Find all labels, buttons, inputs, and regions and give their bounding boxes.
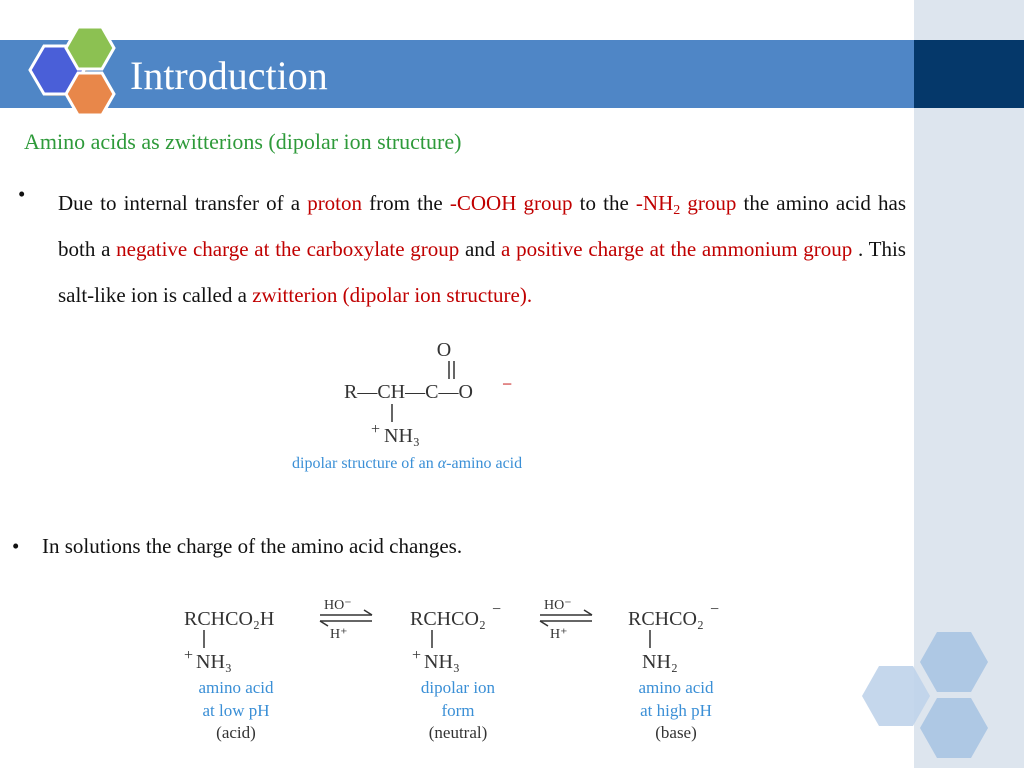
title-bar-accent: [914, 40, 1024, 108]
species-caption: (base): [655, 723, 697, 742]
carboxylate-minus: −: [502, 374, 513, 394]
highlight-nh2: [635, 191, 737, 218]
hexagon-logo-icon: [10, 22, 120, 122]
species-caption: at low pH: [202, 701, 270, 720]
species-neutral: [410, 601, 501, 742]
species-base: [628, 601, 719, 742]
nh2-subscript: 2: [673, 203, 681, 218]
species-formula: RCHCO₂: [410, 608, 486, 630]
decorative-hexagons-icon: [856, 628, 996, 764]
highlight-proton: proton: [307, 191, 363, 215]
arrow-label-top: HO⁻: [544, 598, 572, 613]
bullet-marker: •: [18, 182, 26, 206]
species-caption: dipolar ion: [420, 678, 496, 697]
carbonyl-oxygen: O: [436, 339, 452, 361]
zwitterion-structure-diagram: [280, 334, 590, 480]
species-amine: NH₂: [642, 651, 678, 673]
species-formula: RCHCO₂H: [184, 608, 275, 630]
species-charge: −: [710, 601, 720, 618]
arrow-label-bottom: H⁺: [550, 627, 568, 642]
species-caption: at high pH: [640, 701, 712, 720]
solution-charge-paragraph: In solutions the charge of the amino acid changes.: [42, 534, 463, 558]
highlight-negative-charge: negative charge at the carboxylate group: [116, 237, 460, 261]
species-formula: RCHCO₂: [628, 608, 704, 630]
page-title: Introduction: [130, 53, 328, 98]
highlight-positive-charge: a positive charge at the ammonium group: [501, 237, 853, 261]
highlight-zwitterion: zwitterion (dipolar ion structure).: [252, 283, 533, 307]
ammonium-plus: +: [371, 421, 381, 438]
nh2-text: -NH: [635, 191, 674, 215]
highlight-cooh: -COOH group: [449, 191, 573, 215]
arrow-label-top: HO⁻: [324, 598, 352, 613]
text-run: from the: [362, 191, 450, 215]
species-amine: NH₃: [196, 651, 232, 673]
text-run: Due to internal transfer of a: [58, 191, 308, 215]
text-run: and: [459, 237, 502, 261]
species-acid: [184, 608, 274, 742]
main-chain: R—CH—C—O: [344, 381, 473, 403]
species-caption: form: [441, 701, 475, 720]
text-run: the amino acid has both a: [58, 191, 906, 261]
arrow-label-bottom: H⁺: [330, 627, 348, 642]
species-caption: (acid): [216, 723, 256, 742]
text-run: . This salt-like ion is called a: [58, 237, 906, 307]
ph-equilibrium-diagram: [170, 590, 740, 750]
species-caption: amino acid: [638, 678, 714, 697]
species-amine: NH₃: [424, 651, 460, 673]
equilibrium-arrow-2: [540, 598, 592, 642]
amine-plus: +: [412, 647, 422, 664]
species-charge: −: [492, 601, 502, 618]
text-run: to the: [572, 191, 636, 215]
species-caption: (neutral): [428, 723, 488, 742]
species-caption: amino acid: [198, 678, 274, 697]
amine-plus: +: [184, 647, 194, 664]
section-subtitle: Amino acids as zwitterions (dipolar ion structure): [24, 129, 462, 154]
zwitterion-paragraph: [58, 180, 906, 318]
structure-caption: dipolar structure of an α-amino acid: [292, 455, 523, 472]
ammonium-group: NH₃: [384, 425, 420, 447]
nh2-group-text: group: [680, 191, 737, 215]
equilibrium-arrow-1: [320, 598, 372, 642]
bullet-marker: •: [12, 534, 20, 558]
